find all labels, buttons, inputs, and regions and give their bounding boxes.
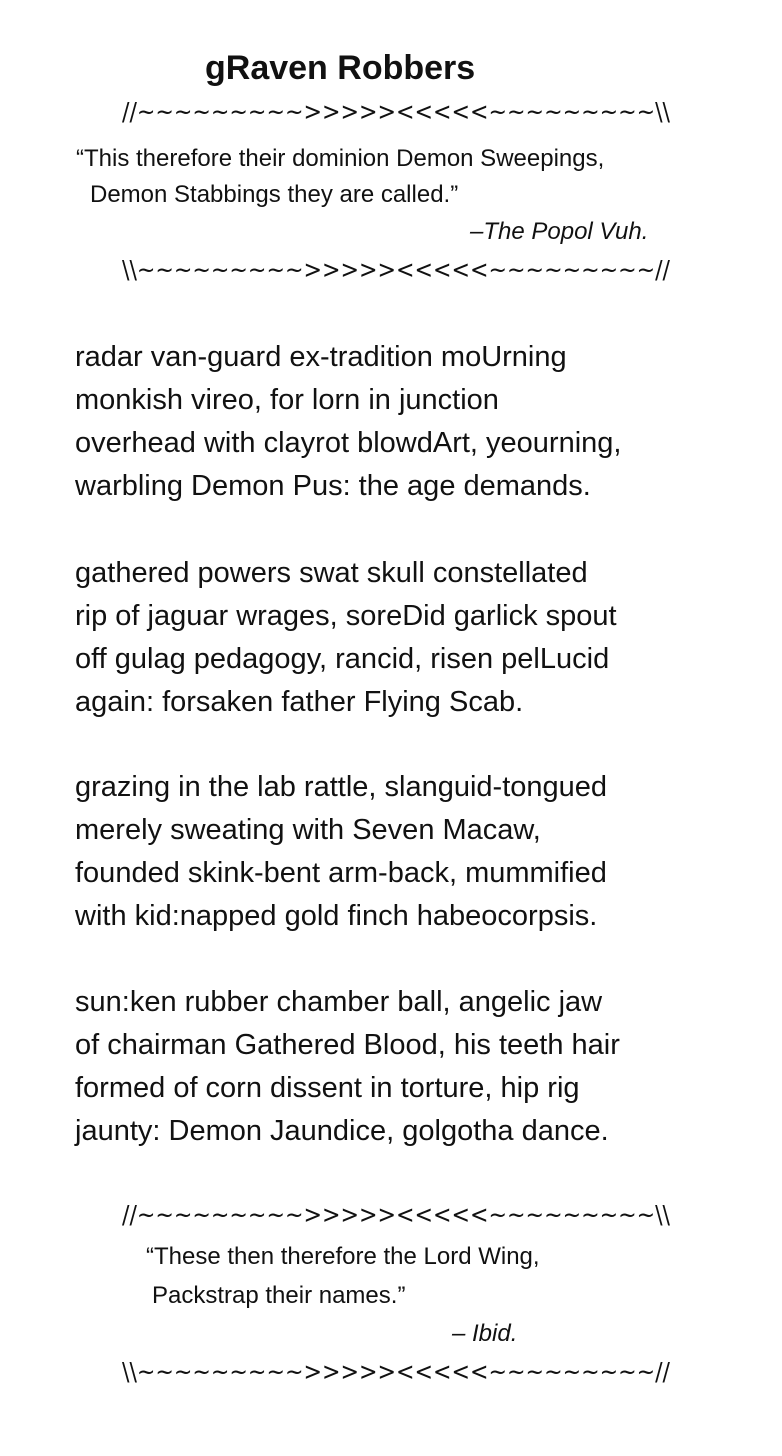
- stanza-1: [75, 336, 765, 508]
- verse-line: grazing in the lab rattle, slanguid-tongued: [75, 771, 608, 803]
- poem-title: gRaven Robbers: [205, 49, 476, 87]
- verse-line: formed of corn dissent in torture, hip rig: [75, 1072, 580, 1104]
- divider-top-open: //~~~~~~~~~>>>>><<<<<~~~~~~~~~\\: [122, 97, 670, 126]
- verse-line: monkish vireo, for lorn in junction: [75, 384, 499, 416]
- verse-line: warbling Demon Pus: the age demands.: [75, 470, 591, 502]
- verse-line: again: forsaken father Flying Scab.: [75, 686, 524, 718]
- epigraph-bottom-line-2: Packstrap their names.”: [152, 1282, 406, 1309]
- epigraph-top-line-1: “This therefore their dominion Demon Sweepings,: [76, 145, 605, 172]
- verse-line: sun:ken rubber chamber ball, angelic jaw: [75, 986, 603, 1018]
- verse-line: radar van-guard ex-tradition moUrning: [75, 341, 567, 373]
- verse-line: of chairman Gathered Blood, his teeth hair: [75, 1029, 620, 1061]
- stanza-3: [75, 766, 765, 938]
- verse-line: with kid:napped gold finch habeocorpsis.: [75, 900, 598, 932]
- epigraph-bottom-attribution: – Ibid.: [452, 1320, 518, 1347]
- verse-line: founded skink-bent arm-back, mummified: [75, 857, 607, 889]
- stanza-2: [75, 552, 765, 724]
- divider-bottom-open: //~~~~~~~~~>>>>><<<<<~~~~~~~~~\\: [122, 1200, 670, 1229]
- verse-line: merely sweating with Seven Macaw,: [75, 814, 541, 846]
- divider-top-close: \\~~~~~~~~~>>>>><<<<<~~~~~~~~~//: [122, 255, 670, 284]
- verse-line: gathered powers swat skull constellated: [75, 557, 588, 589]
- epigraph-top-attribution: –The Popol Vuh.: [470, 218, 649, 245]
- epigraph-top-line-2: Demon Stabbings they are called.”: [90, 181, 459, 208]
- divider-bottom-close: \\~~~~~~~~~>>>>><<<<<~~~~~~~~~//: [122, 1357, 670, 1386]
- verse-line: off gulag pedagogy, rancid, risen pelLucid: [75, 643, 610, 675]
- verse-line: jaunty: Demon Jaundice, golgotha dance.: [75, 1115, 609, 1147]
- verse-line: rip of jaguar wrages, soreDid garlick spout: [75, 600, 617, 632]
- epigraph-bottom-line-1: “These then therefore the Lord Wing,: [146, 1243, 540, 1270]
- stanza-4: [75, 981, 765, 1153]
- verse-line: overhead with clayrot blowdArt, yeourning,: [75, 427, 622, 459]
